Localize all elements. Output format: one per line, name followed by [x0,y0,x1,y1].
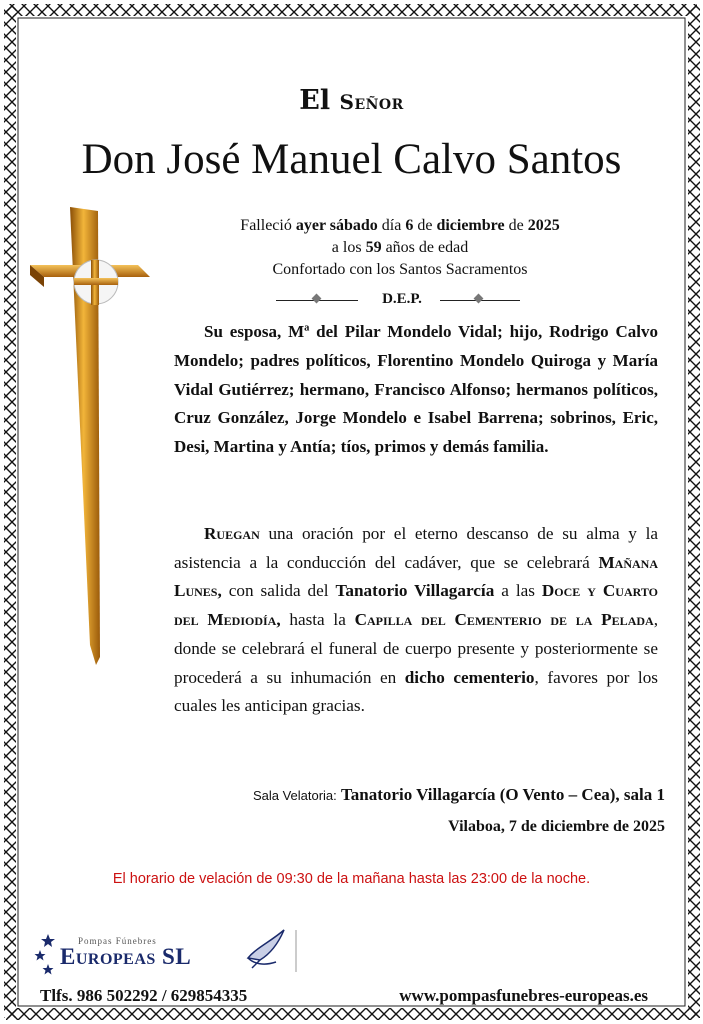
text: 6 [405,217,414,234]
death-line-1 [180,215,620,237]
dep-divider [270,291,530,311]
death-line-2 [180,237,620,259]
text: a las [494,581,542,601]
wake-room-label: Sala Velatoria: [252,788,337,803]
text: , favores por los cuales les anticipan gracias. [174,667,658,716]
text: 2025 [527,217,560,234]
text: de [417,217,433,234]
title-prefix [0,85,703,116]
death-line-3: Confortado con los Santos Sacramentos [272,261,528,278]
prefix-senor: Señor [339,90,404,114]
text: 59 [365,239,382,256]
prefix-el: El [299,85,331,116]
text: día [381,217,402,234]
text: Capilla del Cementerio de la Pelada [354,610,654,630]
text: una oración por el eterno descanso de su alma y la asistencia a la conducción del cadáver, que se celebrará [174,524,658,572]
cross-icon [28,205,158,667]
text: Falleció [240,217,292,234]
dove-icon [248,930,296,972]
company-logo [34,928,304,978]
contact-phones: Tlfs. 986 502292 / 629854335 [40,986,248,1005]
text: diciembre [436,217,505,234]
diamond-icon [474,294,484,304]
text: Mañana Lunes, [174,552,658,601]
wake-room [253,785,665,805]
dep-label: D.E.P. [382,291,422,307]
place-date: Vilaboa, 7 de diciembre de 2025 [448,818,665,835]
text: dicho cementerio [404,667,535,687]
text: hasta la [280,610,355,630]
text: con salida del [221,581,336,601]
text: a los [331,239,362,256]
diamond-icon [312,294,322,304]
text: Tanatorio Villagarcía [335,581,495,601]
ceremony-paragraph [174,520,658,721]
viewing-hours-notice: El horario de velación de 09:30 de la mañana hasta las 23:00 de la noche. [112,871,591,887]
text: ayer sábado [295,217,378,234]
company-name: Europeas SL [60,944,192,969]
text: años de edad [385,239,469,256]
text: , donde se celebrará el funeral de cuerpo presente y posteriormente se procederá a su inhumación en [174,610,658,687]
website-link[interactable]: www.pompasfunebres-europeas.es [399,986,648,1005]
text: Doce y Cuarto del Mediodía, [174,581,658,630]
wake-room-value: Tanatorio Villagarcía (O Vento – Cea), sala 1 [341,785,665,804]
text: de [508,217,524,234]
text: Ruegan [204,524,260,543]
company-small-text: Pompas Fúnebres [78,936,157,946]
death-info [180,215,620,281]
family-paragraph: Su esposa, Mª del Pilar Mondelo Vidal; hijo, Rodrigo Calvo Mondelo; padres políticos, Florentino Mondelo Quiroga y María Vidal Gutiérrez; hermano, Francisco Alfonso; hermanos políticos, Cruz González, Jorge Mondelo e Isabel Barrena; sobrinos, Eric, Desi, Martina y Antía; tíos, primos y demás familia. [174,322,658,457]
deceased-name: Don José Manuel Calvo Santos [81,136,622,183]
star-icon [35,934,56,975]
